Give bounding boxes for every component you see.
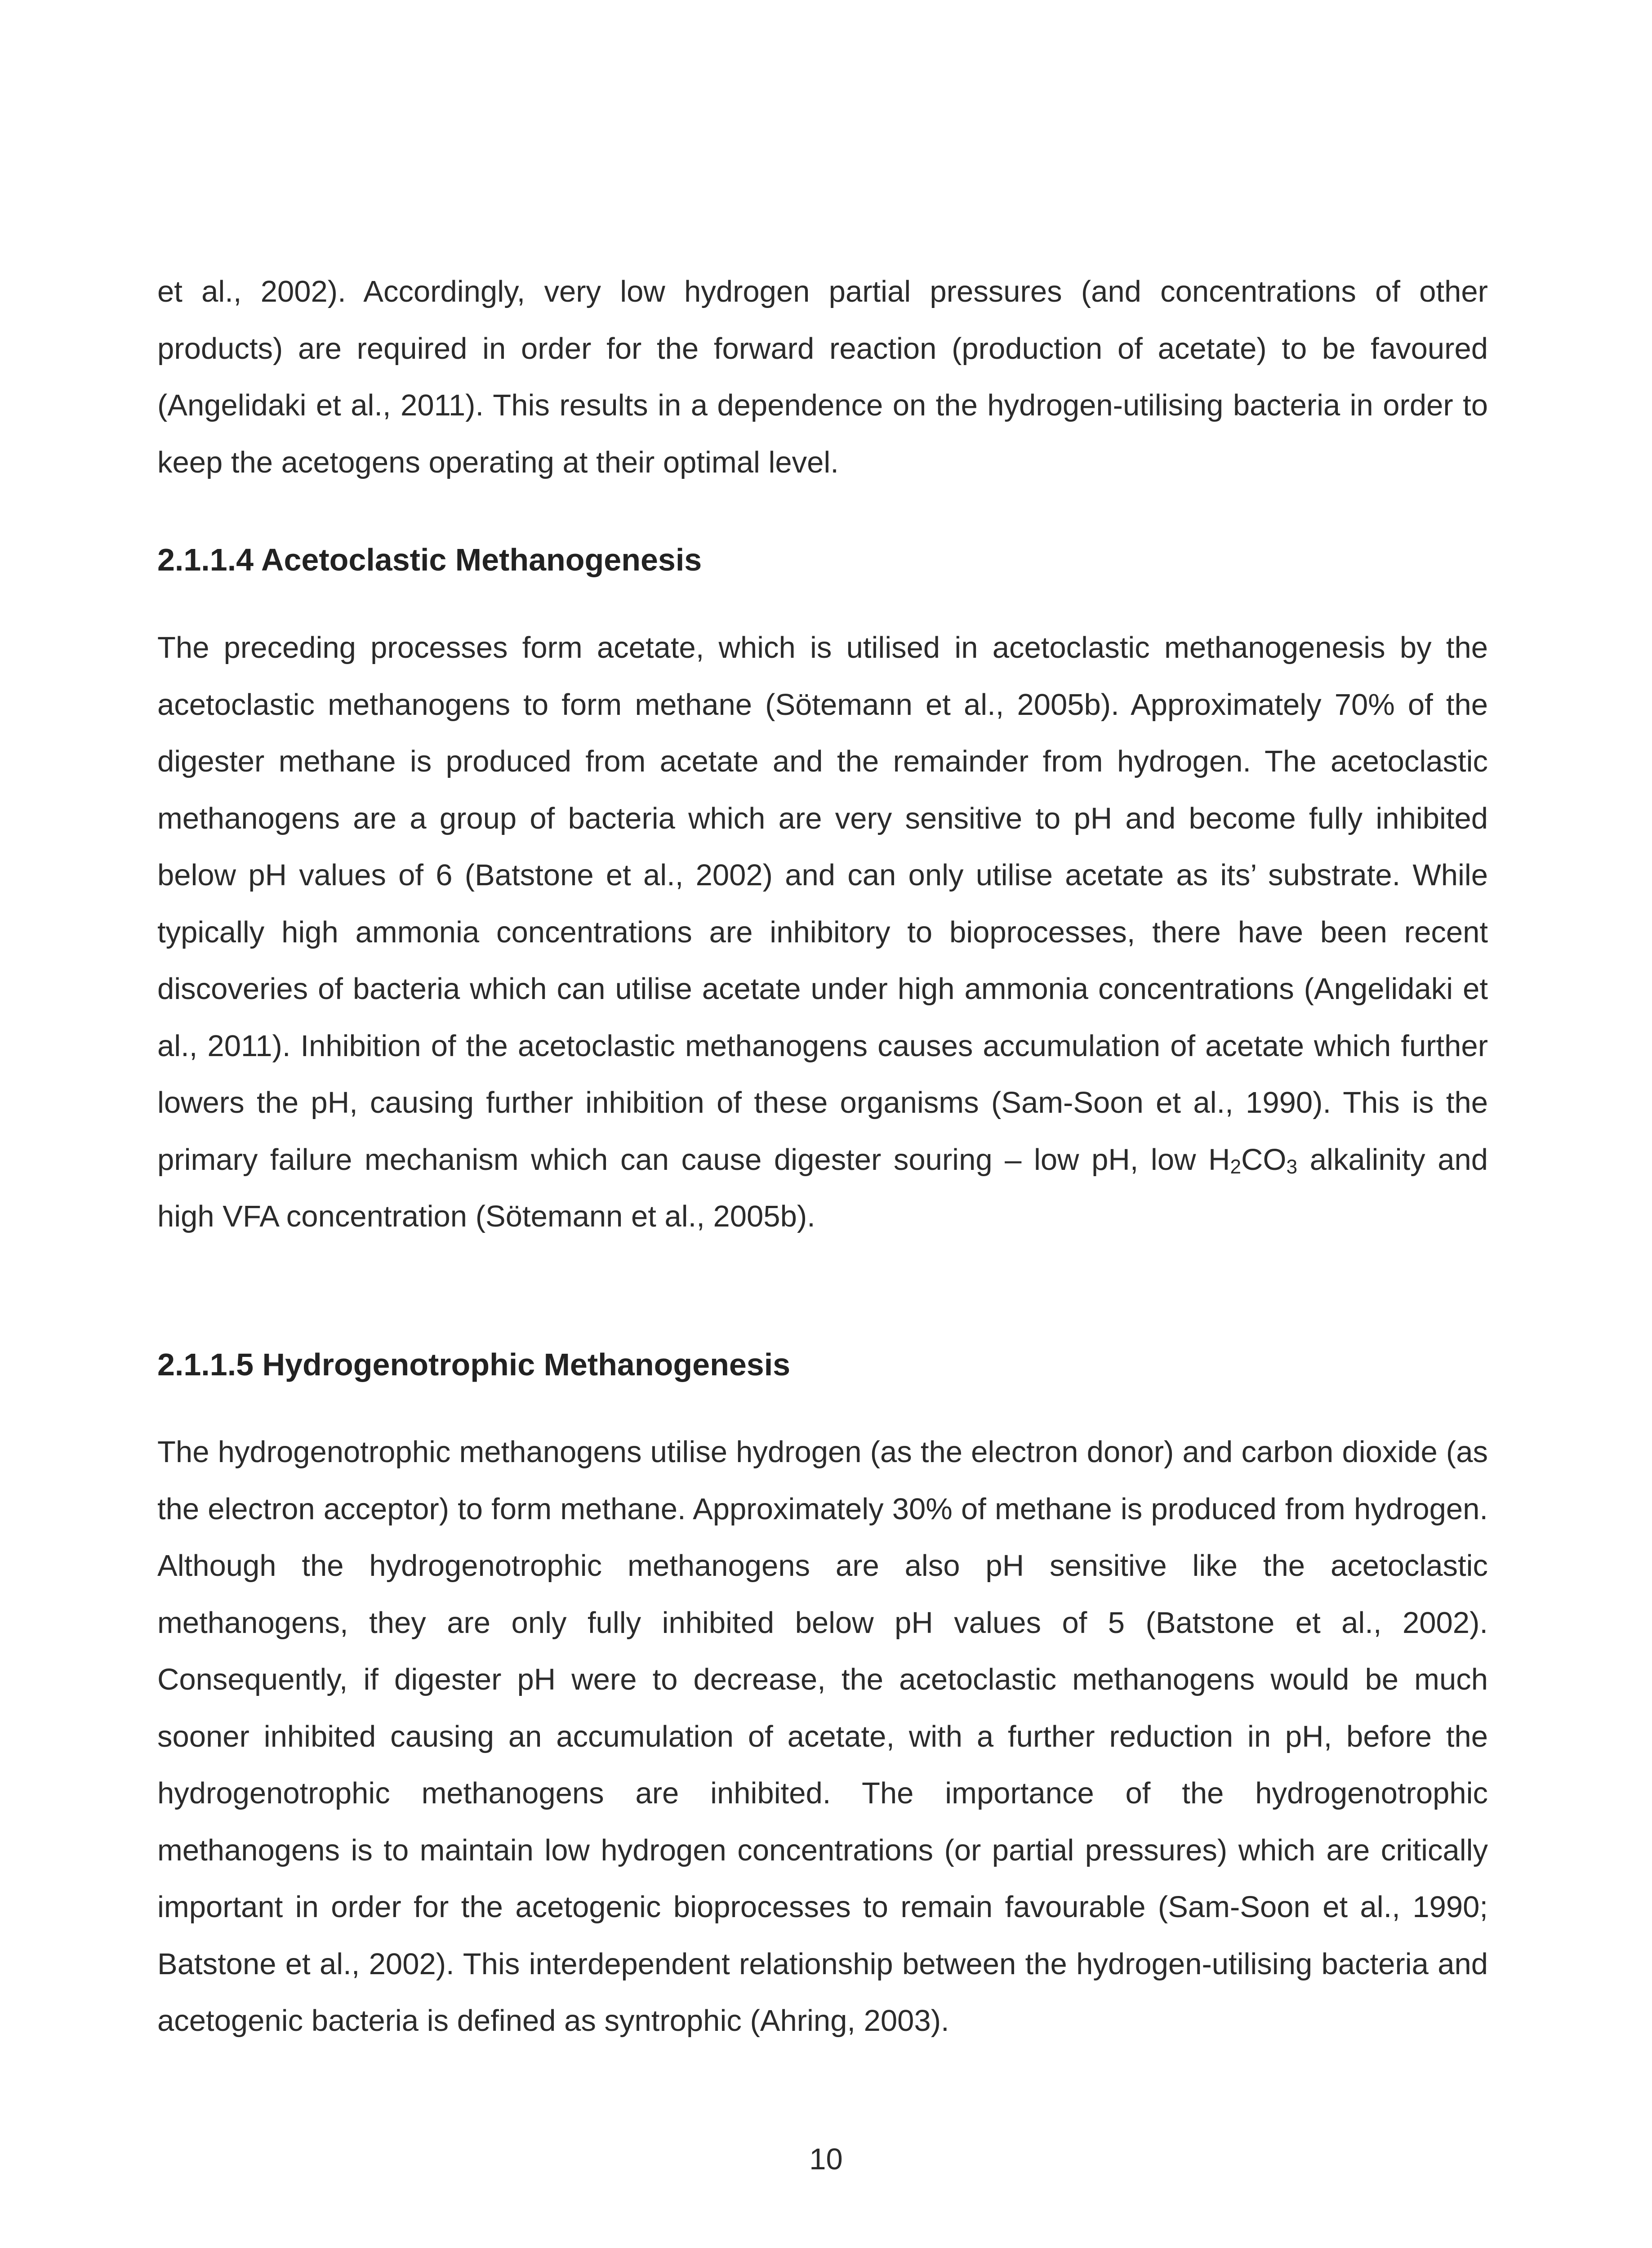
formula-subscript: 3 — [1286, 1155, 1298, 1178]
page-number: 10 — [809, 2142, 843, 2176]
intro-paragraph: et al., 2002). Accordingly, very low hydrogen partial pressures (and concentrations of other products) are required in order for the forward reaction (production of acetate) to be favoured (Angelidaki et al., 2011). This results in a dependence on the hydrogen-utilising bacteria in order to keep the acetogens operating at their optimal level. — [157, 275, 1488, 479]
formula-text: CO — [1241, 1142, 1287, 1177]
paragraph-text: The preceding processes form acetate, which is utilised in acetoclastic methanogenesis by the acetoclastic methanogens to form methane (Sötemann et al., 2005b). Approximately 70% of the digester methane is produced from acetate and the remainder from hydrogen. The acetoclastic methanogens are a group of bacteria which are very sensitive to pH and become fully inhibited below pH values of 6 (Batstone et al., 2002) and can only utilise acetate as its’ substrate. While typically high ammonia concentrations are inhibitory to bioprocesses, there have been recent discoveries of bacteria which can utilise acetate under high ammonia concentrations (Angelidaki et al., 2011). Inhibition of the acetoclastic methanogens causes accumulation of acetate which further lowers the pH, causing further inhibition of these organisms (Sam-Soon et al., 1990). This is the primary failure mechanism which can cause digester souring – low pH, low H — [157, 631, 1488, 1177]
paragraph-text: alkalinity and high VFA concentration (Sötemann et al., 2005b). — [157, 1142, 1488, 1233]
section-heading-acetoclastic-methanogenesis: 2.1.1.4 Acetoclastic Methanogenesis — [157, 542, 702, 577]
hydrogenotrophic-methanogenesis-paragraph: The hydrogenotrophic methanogens utilise hydrogen (as the electron donor) and carbon dioxide (as the electron acceptor) to form methane. Approximately 30% of methane is produced from hydrogen. Although the hydrogenotrophic methanogens are also pH sensitive like the acetoclastic methanogens, they are only fully inhibited below pH values of 5 (Batstone et al., 2002). Consequently, if digester pH were to decrease, the acetoclastic methanogens would be much sooner inhibited causing an accumulation of acetate, with a further reduction in pH, before the hydrogenotrophic methanogens are inhibited. The importance of the hydrogenotrophic methanogens is to maintain low hydrogen concentrations (or partial pressures) which are critically important in order for the acetogenic bioprocesses to remain favourable (Sam-Soon et al., 1990; Batstone et al., 2002). This interdependent relationship between the hydrogen-utilising bacteria and acetogenic bacteria is defined as syntrophic (Ahring, 2003). — [157, 1435, 1488, 2038]
formula-subscript: 2 — [1230, 1155, 1242, 1178]
acetoclastic-methanogenesis-paragraph — [157, 620, 1488, 1245]
section-heading-hydrogenotrophic-methanogenesis: 2.1.1.5 Hydrogenotrophic Methanogenesis — [157, 1347, 791, 1382]
